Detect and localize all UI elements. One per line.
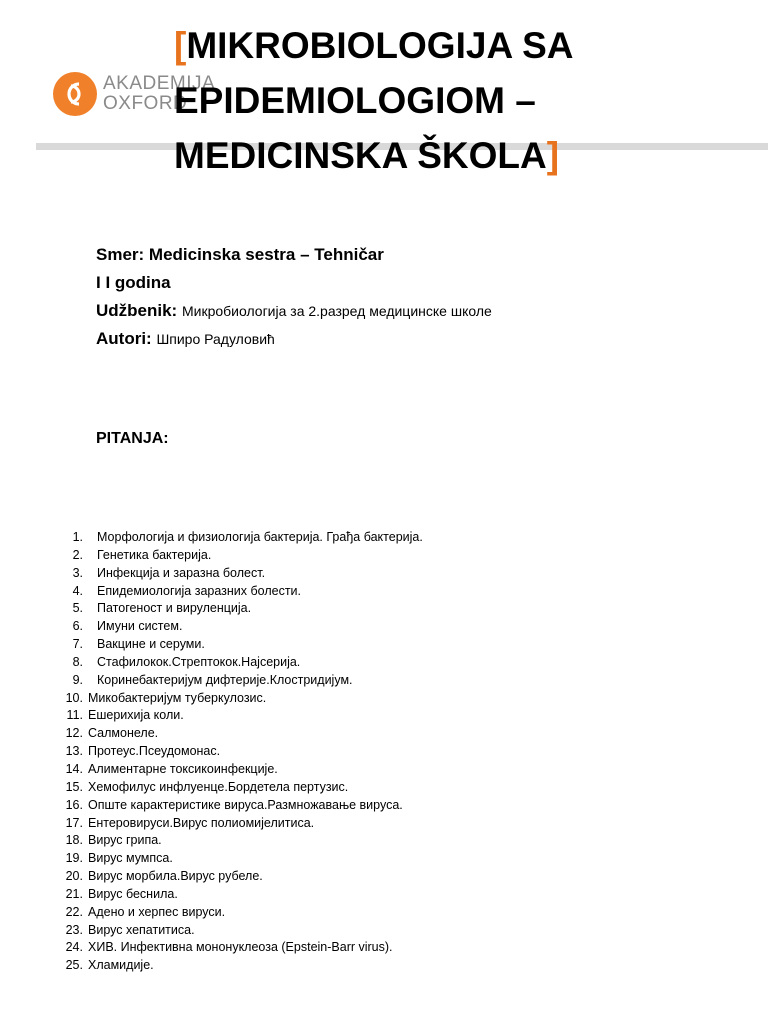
question-number: 19. bbox=[65, 851, 83, 866]
smer-line bbox=[96, 241, 492, 269]
question-item bbox=[58, 886, 423, 904]
question-item bbox=[58, 779, 423, 797]
question-item bbox=[58, 939, 423, 957]
question-item bbox=[58, 743, 423, 761]
question-number: 16. bbox=[65, 797, 83, 812]
question-text: Имуни систем. bbox=[97, 619, 183, 634]
smer-text: Smer: Medicinska sestra – Tehničar bbox=[96, 245, 384, 264]
logo-line-1: AKADEMIJA bbox=[103, 73, 216, 94]
question-text: Салмонеле. bbox=[88, 726, 159, 741]
title-text-1: MIKROBIOLOGIJA SA bbox=[186, 25, 574, 66]
question-number: 8. bbox=[72, 654, 83, 669]
question-number: 21. bbox=[65, 886, 83, 901]
question-text: Вакцине и серуми. bbox=[97, 637, 205, 652]
question-number: 6. bbox=[72, 619, 83, 634]
question-number: 12. bbox=[65, 726, 83, 741]
question-text: Коринебактеријум дифтерије.Клостридијум. bbox=[97, 672, 353, 687]
question-text: Вирус хепатитиса. bbox=[88, 922, 195, 937]
question-number: 13. bbox=[65, 744, 83, 759]
question-item bbox=[58, 815, 423, 833]
question-item bbox=[58, 868, 423, 886]
title-line-3 bbox=[174, 128, 734, 183]
title-line-2: EPIDEMIOLOGIOM – bbox=[174, 80, 536, 121]
question-item bbox=[58, 654, 423, 672]
question-text: Вирус беснила. bbox=[88, 886, 178, 901]
oxford-academy-logo-icon bbox=[52, 71, 98, 117]
question-text: Стафилокок.Стрептокок.Најсерија. bbox=[97, 654, 301, 669]
question-item bbox=[58, 565, 423, 583]
question-item bbox=[58, 797, 423, 815]
questions-heading: PITANJA: bbox=[96, 430, 169, 447]
question-item bbox=[58, 600, 423, 618]
udzbenik-value: Микробиологија за 2.разред медицинске школе bbox=[181, 303, 492, 319]
page-title bbox=[174, 18, 734, 183]
autori-line bbox=[96, 325, 492, 353]
title-open-bracket: [ bbox=[174, 25, 187, 66]
question-text: Вирус мумпса. bbox=[88, 851, 173, 866]
question-number: 10. bbox=[65, 690, 83, 705]
title-text-3: MEDICINSKA ŠKOLA bbox=[174, 135, 547, 176]
question-text: Адено и херпес вируси. bbox=[88, 904, 226, 919]
question-text: Опште карактеристике вируса.Размножавање вируса. bbox=[88, 797, 403, 812]
question-item bbox=[58, 761, 423, 779]
title-close-bracket: ] bbox=[546, 135, 560, 176]
logo-line-2: OXFORD bbox=[103, 93, 188, 114]
question-number: 23. bbox=[65, 922, 83, 937]
question-number: 5. bbox=[72, 601, 83, 616]
question-number: 15. bbox=[65, 779, 83, 794]
autori-label: Autori: bbox=[96, 329, 152, 348]
question-number: 9. bbox=[72, 672, 83, 687]
question-text: Вирус грипа. bbox=[88, 833, 162, 848]
question-number: 24. bbox=[65, 940, 83, 955]
question-number: 14. bbox=[65, 761, 83, 776]
question-number: 17. bbox=[65, 815, 83, 830]
question-item bbox=[58, 922, 423, 940]
course-info bbox=[96, 241, 492, 353]
question-text: Морфологија и физиологија бактерија. Грађа бактерија. bbox=[97, 530, 423, 544]
question-item bbox=[58, 957, 423, 975]
question-item bbox=[58, 529, 423, 547]
question-text: Хемофилус инфлуенце.Бордетела пертузис. bbox=[88, 779, 349, 794]
question-text: Инфекција и заразна болест. bbox=[97, 565, 266, 580]
udzbenik-label: Udžbenik: bbox=[96, 301, 178, 320]
question-item bbox=[58, 672, 423, 690]
question-item bbox=[58, 636, 423, 654]
question-text: ХИВ. Инфективна мононуклеоза (Epstein-Barr virus). bbox=[88, 940, 393, 955]
godina-line bbox=[96, 269, 492, 297]
question-text: Протеус.Псеудомонас. bbox=[88, 744, 221, 759]
question-text: Ешерихија коли. bbox=[88, 708, 184, 723]
question-spacer bbox=[83, 654, 97, 672]
question-item bbox=[58, 904, 423, 922]
question-text: Епидемиологија заразних болести. bbox=[97, 583, 302, 598]
question-number: 4. bbox=[72, 583, 83, 598]
question-number: 22. bbox=[65, 904, 83, 919]
question-text: Микобактеријум туберкулозис. bbox=[88, 690, 267, 705]
question-item bbox=[58, 618, 423, 636]
title-line-1 bbox=[174, 18, 734, 73]
question-item bbox=[58, 547, 423, 565]
question-text: Вирус морбила.Вирус рубеле. bbox=[88, 869, 263, 884]
question-number: 3. bbox=[72, 565, 83, 580]
question-text: Генетика бактерија. bbox=[97, 547, 212, 562]
question-item bbox=[58, 832, 423, 850]
question-number: 25. bbox=[65, 958, 83, 973]
question-text: Ентеровируси.Вирус полиомијелитиса. bbox=[88, 815, 315, 830]
udzbenik-line bbox=[96, 297, 492, 325]
autori-value: Шпиро Радуловић bbox=[156, 331, 275, 347]
question-spacer bbox=[83, 547, 97, 565]
question-item bbox=[58, 690, 423, 708]
question-number: 20. bbox=[65, 869, 83, 884]
question-spacer bbox=[83, 636, 97, 654]
question-spacer bbox=[83, 618, 97, 636]
question-spacer bbox=[83, 565, 97, 583]
question-spacer bbox=[83, 529, 97, 547]
question-item bbox=[58, 583, 423, 601]
question-number: 7. bbox=[72, 637, 83, 652]
question-spacer bbox=[83, 600, 97, 618]
question-text: Патогеност и вируленција. bbox=[97, 601, 252, 616]
question-item bbox=[58, 725, 423, 743]
question-text: Алиментарне токсикоинфекције. bbox=[88, 761, 278, 776]
godina-text: I I godina bbox=[96, 273, 171, 292]
question-spacer bbox=[83, 672, 97, 690]
question-number: 11. bbox=[66, 708, 83, 723]
question-spacer bbox=[83, 583, 97, 601]
question-text: Хламидије. bbox=[88, 958, 154, 973]
question-item bbox=[58, 707, 423, 725]
question-number: 18. bbox=[65, 833, 83, 848]
question-item bbox=[58, 850, 423, 868]
questions-list bbox=[58, 529, 423, 975]
question-number: 2. bbox=[72, 547, 83, 562]
question-number: 1. bbox=[72, 530, 83, 544]
